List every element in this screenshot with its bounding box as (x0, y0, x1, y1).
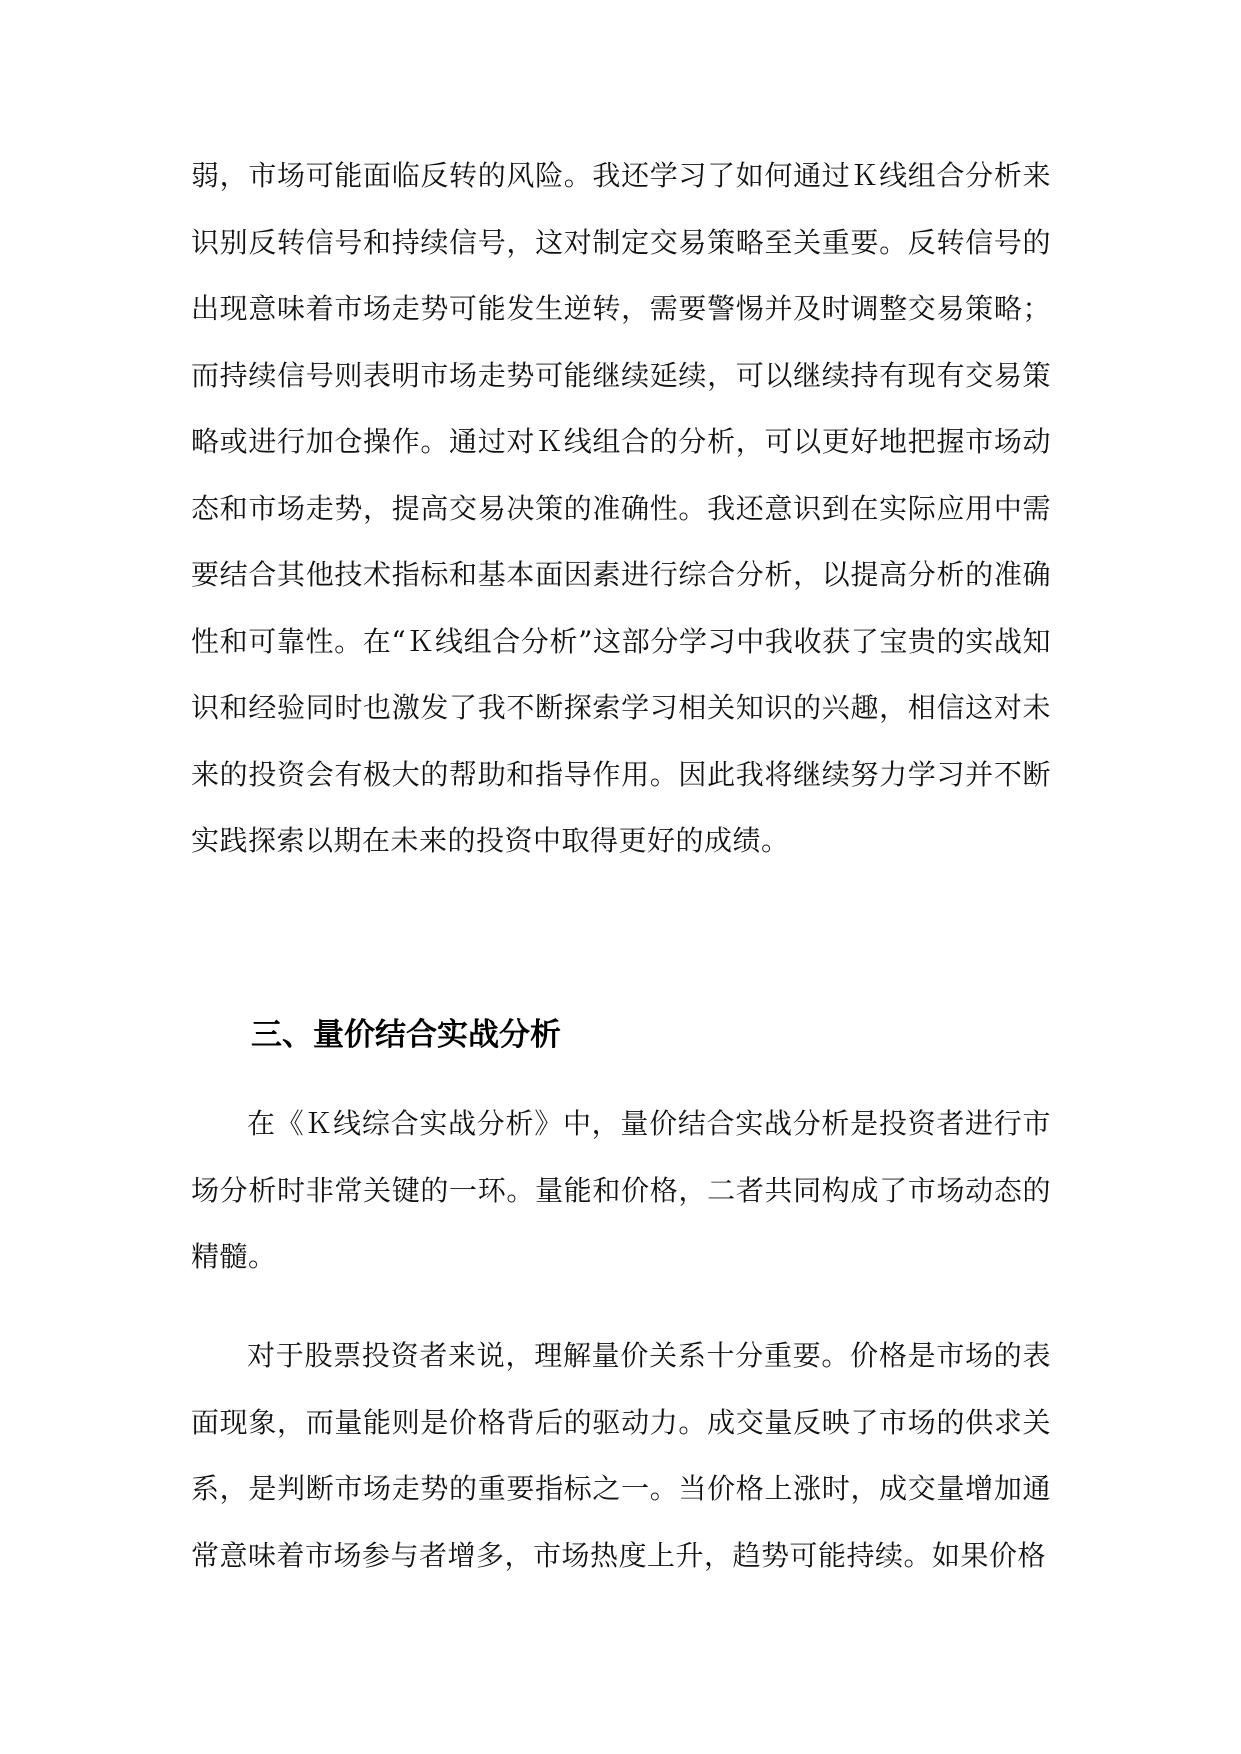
section-heading: 三、量价结合实战分析 (251, 1017, 561, 1053)
paragraph-intro: 在《Ｋ线综合实战分析》中，量价结合实战分析是投资者进行市场分析时非常关键的一环。量能和价格，二者共同构成了市场动态的精髓。 (191, 1107, 1051, 1273)
continuation-paragraph: 弱，市场可能面临反转的风险。我还学习了如何通过Ｋ线组合分析来识别反转信号和持续信号，这对制定交易策略至关重要。反转信号的出现意味着市场走势可能发生逆转，需要警惕并及时调整交易策略；而持续信号则表明市场走势可能继续延续，可以继续持有现有交易策略或进行加仓操作。通过对Ｋ线组合的分析，可以更好地把握市场动态和市场走势，提高交易决策的准确性。我还意识到在实际应用中需要结合其他技术指标和基本面因素进行综合分析，以提高分析的准确性和可靠性。在“Ｋ线组合分析”这部分学习中我收获了宝贵的实战知识和经验同时也激发了我不断探索学习相关知识的兴趣，相信这对未来的投资会有极大的帮助和指导作用。因此我将继续努力学习并不断实践探索以期在未来的投资中取得更好的成绩。 (191, 159, 1051, 857)
paragraph-volume-price: 对于股票投资者来说，理解量价关系十分重要。价格是市场的表面现象，而量能则是价格背后的驱动力。成交量反映了市场的供求关系，是判断市场走势的重要指标之一。当价格上涨时，成交量增加通常意味着市场参与者增多，市场热度上升，趋势可能持续。如果价格 (191, 1339, 1051, 1572)
